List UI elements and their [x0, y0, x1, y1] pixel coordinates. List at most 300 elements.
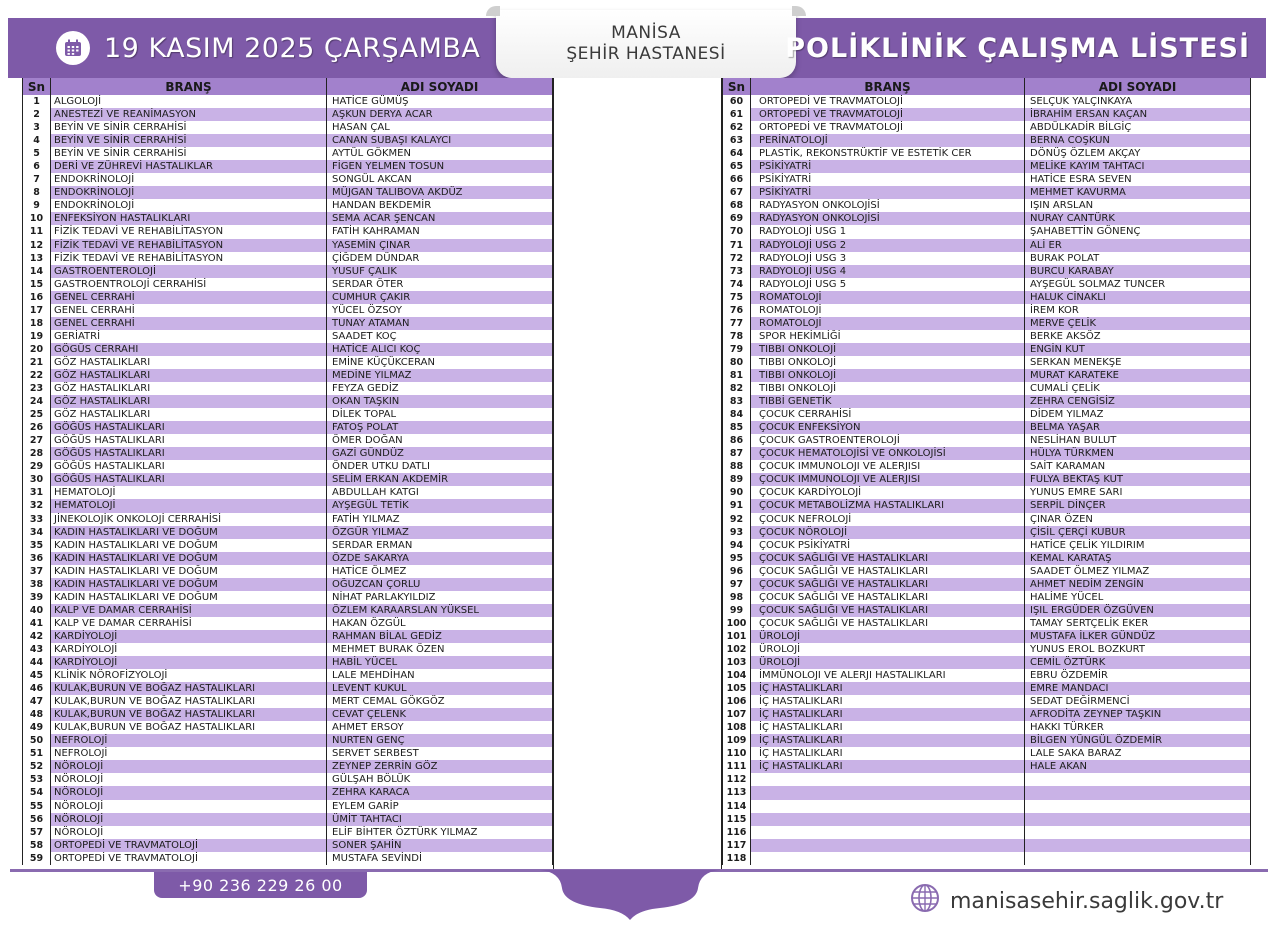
row-number: 75	[723, 291, 751, 304]
table-row	[23, 382, 552, 395]
row-number: 87	[723, 447, 751, 460]
website-url[interactable]: manisasehir.saglik.gov.tr	[950, 888, 1224, 914]
row-number: 26	[23, 421, 51, 434]
row-doctor-name: BERNA COŞKUN	[1025, 134, 1250, 147]
hospital-name-line2: ŞEHİR HASTANESİ	[566, 44, 726, 64]
row-department: ROMATOLOJİ	[751, 317, 1025, 330]
row-department: GÖĞÜS HASTALIKLARI	[51, 473, 327, 486]
row-doctor-name: YÜCEL ÖZSOY	[332, 304, 402, 316]
table-row	[723, 526, 1250, 539]
row-department: KULAK,BURUN VE BOĞAZ HASTALIKLARI	[51, 708, 327, 721]
row-department: ROMATOLOJİ	[751, 291, 1025, 304]
table-row	[723, 225, 1250, 238]
table-row	[23, 173, 552, 186]
table-row	[723, 199, 1250, 212]
table-row	[23, 513, 552, 526]
row-department: KADIN HASTALIKLARI VE DOĞUM	[51, 578, 327, 591]
row-number: 86	[723, 434, 751, 447]
table-row	[23, 369, 552, 382]
table-row	[723, 734, 1250, 747]
table-row	[23, 604, 552, 617]
row-number: 55	[23, 800, 51, 813]
row-number: 45	[23, 669, 51, 682]
row-doctor-name: HÜLYA TÜRKMEN	[1025, 447, 1250, 460]
calendar-icon	[56, 31, 90, 65]
row-number: 52	[23, 760, 51, 773]
table-row	[23, 565, 552, 578]
row-department: GÖĞÜS HASTALIKLARI	[51, 421, 327, 434]
row-number: 32	[23, 499, 51, 512]
row-number: 102	[723, 643, 751, 656]
row-department: ÇOCUK NÖROLOJİ	[751, 526, 1025, 539]
row-department: PERİNATOLOJİ	[751, 134, 1025, 147]
row-doctor-name: SELİM ERKAN AKDEMİR	[327, 473, 552, 486]
table-row	[723, 212, 1250, 225]
row-doctor-name: MEHMET BURAK ÖZEN	[332, 643, 445, 655]
table-row	[723, 434, 1250, 447]
table-row	[723, 747, 1250, 760]
table-row	[23, 708, 552, 721]
row-number: 4	[23, 134, 51, 147]
table-row	[723, 369, 1250, 382]
row-number: 28	[23, 447, 51, 460]
table-header	[723, 78, 1250, 95]
row-number: 101	[723, 630, 751, 643]
schedule-table-left	[22, 78, 553, 865]
row-doctor-name: HAKAN ÖZGÜL	[332, 617, 406, 629]
row-number: 38	[23, 578, 51, 591]
row-number: 112	[723, 773, 751, 786]
table-row	[23, 108, 552, 121]
row-department: BEYİN VE SİNİR CERRAHİSİ	[51, 134, 327, 147]
row-doctor-name: SERDAR ERMAN	[332, 539, 413, 551]
table-row	[23, 330, 552, 343]
row-doctor-name: HABİL YÜCEL	[327, 656, 552, 669]
website-link[interactable]	[910, 884, 1223, 918]
row-number: 83	[723, 395, 751, 408]
row-number: 96	[723, 565, 751, 578]
table-row	[723, 134, 1250, 147]
row-number: 64	[723, 147, 751, 160]
table-row	[723, 552, 1250, 565]
row-department: KADIN HASTALIKLARI VE DOĞUM	[51, 539, 327, 552]
row-department: NÖROLOJİ	[51, 760, 327, 773]
table-row	[723, 695, 1250, 708]
row-number: 13	[23, 252, 51, 265]
row-number: 89	[723, 473, 751, 486]
row-department: KADIN HASTALIKLARI VE DOĞUM	[51, 591, 327, 604]
column-header-brans: BRANŞ	[51, 78, 327, 95]
row-doctor-name: BİLGEN YÜNGÜL ÖZDEMİR	[1025, 734, 1250, 747]
row-doctor-name: ÇİĞDEM DÜNDAR	[332, 252, 420, 264]
row-doctor-name: MUSTAFA İLKER GÜNDÜZ	[1025, 630, 1250, 643]
row-number: 90	[723, 486, 751, 499]
row-doctor-name: FULYA BEKTAŞ KUT	[1025, 473, 1250, 486]
row-department: GÖGÜS CERRAHI	[51, 343, 327, 356]
row-doctor-name: DİLEK TOPAL	[332, 409, 397, 421]
row-department: HEMATOLOJİ	[51, 486, 327, 499]
row-department: NEFROLOJİ	[51, 734, 327, 747]
row-department	[751, 800, 1025, 813]
table-row	[723, 278, 1250, 291]
row-doctor-name: ÖMER DOĞAN	[332, 435, 403, 447]
row-doctor-name: LALE SAKA BARAZ	[1030, 748, 1122, 760]
row-doctor-name: ZEHRA CENGİSİZ	[1025, 395, 1250, 408]
row-number: 57	[23, 826, 51, 839]
row-department: KADIN HASTALIKLARI VE DOĞUM	[51, 565, 327, 578]
row-department: ÇOCUK NEFROLOJİ	[751, 513, 1025, 526]
row-number: 3	[23, 121, 51, 134]
row-department: ÜROLOJİ	[751, 643, 1025, 656]
row-doctor-name: ALİ ER	[1025, 239, 1250, 252]
row-department: RADYASYON ONKOLOJİSİ	[751, 212, 1025, 225]
row-department: RADYOLOJİ USG 3	[751, 252, 1025, 265]
row-department: KADIN HASTALIKLARI VE DOĞUM	[51, 526, 327, 539]
row-number: 104	[723, 669, 751, 682]
table-row	[23, 526, 552, 539]
row-doctor-name: TUNAY ATAMAN	[327, 317, 552, 330]
row-doctor-name: AYTÜL GÖKMEN	[332, 148, 411, 160]
row-doctor-name: FATİH KAHRAMAN	[332, 226, 420, 238]
row-doctor-name: LALE MEHDİHAN	[332, 670, 415, 682]
table-row	[723, 786, 1250, 799]
row-doctor-name	[1025, 773, 1250, 786]
row-number: 33	[23, 513, 51, 526]
row-department: İÇ HASTALIKLARI	[751, 734, 1025, 747]
row-doctor-name: EYLEM GARİP	[332, 800, 399, 812]
row-doctor-name: HANDAN BEKDEMİR	[332, 200, 432, 212]
table-body-right	[723, 95, 1250, 865]
row-doctor-name: SAİT KARAMAN	[1030, 461, 1106, 473]
row-department: ÇOCUK IMMUNOLOJI VE ALERJISI	[751, 473, 1025, 486]
row-doctor-name: AYŞEGÜL TETİK	[327, 499, 552, 512]
row-department: KARDİYOLOJİ	[51, 656, 327, 669]
row-doctor-name: EBRU ÖZDEMİR	[1030, 670, 1108, 682]
table-row	[723, 291, 1250, 304]
row-doctor-name: AHMET NEDİM ZENGİN	[1025, 578, 1250, 591]
row-number: 88	[723, 460, 751, 473]
table-row	[723, 591, 1250, 604]
table-row	[723, 186, 1250, 199]
row-doctor-name: YUSUF ÇALIK	[327, 265, 552, 278]
phone-number: +90 236 229 26 00	[154, 872, 367, 898]
table-row	[723, 813, 1250, 826]
table-row	[723, 839, 1250, 852]
table-row	[23, 460, 552, 473]
table-row	[723, 330, 1250, 343]
row-number: 79	[723, 343, 751, 356]
row-department: TIBBI ONKOLOJİ	[751, 382, 1025, 395]
row-doctor-name: YUNUS EMRE SARI	[1030, 487, 1123, 499]
row-department: RADYASYON ONKOLOJİSİ	[751, 199, 1025, 212]
table-row	[23, 669, 552, 682]
row-number: 109	[723, 734, 751, 747]
row-doctor-name: ÖZLEM KARAARSLAN YÜKSEL	[327, 604, 552, 617]
row-number: 116	[723, 826, 751, 839]
row-department	[751, 773, 1025, 786]
row-doctor-name: ŞAHABETTİN GÖNENÇ	[1030, 226, 1141, 238]
row-number: 47	[23, 695, 51, 708]
table-row	[723, 356, 1250, 369]
row-doctor-name: AŞKUN DERYA ACAR	[327, 108, 552, 121]
table-row	[23, 134, 552, 147]
table-row	[723, 95, 1250, 108]
row-doctor-name: GAZİ GÜNDÜZ	[327, 447, 552, 460]
row-number: 36	[23, 552, 51, 565]
row-number: 37	[23, 565, 51, 578]
row-department: NEFROLOJİ	[51, 747, 327, 760]
row-doctor-name: SERPİL DİNÇER	[1025, 499, 1250, 512]
table-row	[23, 317, 552, 330]
table-row	[23, 643, 552, 656]
row-department	[751, 839, 1025, 852]
row-doctor-name: HALİME YÜCEL	[1030, 591, 1104, 603]
table-row	[723, 160, 1250, 173]
table-row	[723, 447, 1250, 460]
row-doctor-name: AYŞEGÜL SOLMAZ TUNCER	[1030, 278, 1166, 290]
row-department: GÖZ HASTALIKLARI	[51, 382, 327, 395]
row-doctor-name: MURAT KARATEKE	[1025, 369, 1250, 382]
row-doctor-name: SAADET ÖLMEZ YILMAZ	[1030, 565, 1150, 577]
row-doctor-name: CEMİL ÖZTÜRK	[1025, 656, 1250, 669]
row-doctor-name: NİHAT PARLAKYILDIZ	[332, 591, 436, 603]
row-number: 53	[23, 773, 51, 786]
table-row	[723, 800, 1250, 813]
row-department: NÖROLOJİ	[51, 786, 327, 799]
row-department: ÇOCUK SAĞLIĞI VE HASTALIKLARI	[751, 565, 1025, 578]
row-doctor-name: HATİCE ÇELİK YILDIRIM	[1030, 539, 1145, 551]
row-department: ENFEKSİYON HASTALIKLARI	[51, 212, 327, 225]
column-header-sn: Sn	[23, 78, 51, 95]
table-row	[723, 682, 1250, 695]
row-department: ÇOCUK SAĞLIĞI VE HASTALIKLARI	[751, 604, 1025, 617]
row-department: GENEL CERRAHİ	[51, 304, 327, 317]
row-doctor-name: ÜMİT TAHTACI	[327, 813, 552, 826]
row-department: ALGOLOJİ	[51, 95, 327, 108]
row-department	[751, 813, 1025, 826]
row-department: ÇOCUK KARDİYOLOJİ	[751, 486, 1025, 499]
hospital-name-tab	[496, 10, 796, 78]
row-department: KARDİYOLOJİ	[51, 643, 327, 656]
row-department: GÖZ HASTALIKLARI	[51, 395, 327, 408]
row-department: RADYOLOJİ USG 2	[751, 239, 1025, 252]
row-department: GÖĞÜS HASTALIKLARI	[51, 460, 327, 473]
table-row	[723, 513, 1250, 526]
row-department: TIBBI ONKOLOJİ	[751, 356, 1025, 369]
table-row	[23, 356, 552, 369]
column-header-brans: BRANŞ	[751, 78, 1025, 95]
row-department	[751, 826, 1025, 839]
row-doctor-name: FEYZA GEDİZ	[332, 383, 399, 395]
row-number: 14	[23, 265, 51, 278]
row-department: İÇ HASTALIKLARI	[751, 682, 1025, 695]
row-number: 113	[723, 786, 751, 799]
table-row	[23, 747, 552, 760]
row-doctor-name: ENGİN KUT	[1025, 343, 1250, 356]
row-doctor-name: TAMAY SERTÇELİK EKER	[1030, 617, 1149, 629]
row-number: 10	[23, 212, 51, 225]
row-doctor-name: EMRE MANDACI	[1025, 682, 1250, 695]
row-doctor-name: HALUK CİNAKLI	[1025, 291, 1250, 304]
table-row	[723, 773, 1250, 786]
row-doctor-name: SERDAR ÖTER	[332, 278, 404, 290]
table-row	[23, 265, 552, 278]
row-number: 107	[723, 708, 751, 721]
column-header-name: ADI SOYADI	[1098, 79, 1177, 94]
row-department: İÇ HASTALIKLARI	[751, 760, 1025, 773]
table-row	[23, 773, 552, 786]
row-department: TIBBİ GENETİK	[751, 395, 1025, 408]
row-department: ORTOPEDİ VE TRAVMATOLOJİ	[51, 839, 327, 852]
table-header	[23, 78, 552, 95]
table-row	[23, 760, 552, 773]
table-row	[723, 760, 1250, 773]
row-number: 71	[723, 239, 751, 252]
row-number: 74	[723, 278, 751, 291]
row-doctor-name: ABDULLAH KATGI	[332, 487, 419, 499]
row-department: ÇOCUK SAĞLIĞI VE HASTALIKLARI	[751, 591, 1025, 604]
row-doctor-name: IŞIL ERGÜDER ÖZGÜVEN	[1025, 604, 1250, 617]
row-doctor-name: HATİCE ESRA SEVEN	[1030, 174, 1132, 186]
row-doctor-name: NURTEN GENÇ	[327, 734, 552, 747]
row-department: ORTOPEDİ VE TRAVMATOLOJİ	[51, 852, 327, 865]
table-row	[723, 630, 1250, 643]
globe-icon	[910, 883, 940, 919]
row-number: 110	[723, 747, 751, 760]
row-department: PLASTİK, REKONSTRÜKTİF VE ESTETİK CER	[751, 147, 1025, 160]
row-department: NÖROLOJİ	[51, 826, 327, 839]
row-number: 97	[723, 578, 751, 591]
row-number: 56	[23, 813, 51, 826]
row-number: 91	[723, 499, 751, 512]
row-doctor-name	[1025, 839, 1250, 852]
row-number: 5	[23, 147, 51, 160]
row-doctor-name: CEVAT ÇELENK	[327, 708, 552, 721]
row-number: 70	[723, 225, 751, 238]
table-row	[723, 121, 1250, 134]
row-number: 44	[23, 656, 51, 669]
row-department: ÇOCUK SAĞLIĞI VE HASTALIKLARI	[751, 552, 1025, 565]
row-department: GASTROENTROLOJİ CERRAHİSİ	[51, 278, 327, 291]
row-doctor-name: ÖZGÜR YILMAZ	[327, 526, 552, 539]
row-department: ÇOCUK ENFEKSİYON	[751, 421, 1025, 434]
row-doctor-name: MERVE ÇELİK	[1025, 317, 1250, 330]
row-number: 82	[723, 382, 751, 395]
row-number: 85	[723, 421, 751, 434]
row-department: ENDOKRİNOLOJİ	[51, 186, 327, 199]
row-number: 62	[723, 121, 751, 134]
hospital-name-line1: MANİSA	[611, 23, 681, 43]
footer-ornament	[540, 870, 720, 920]
row-number: 19	[23, 330, 51, 343]
row-doctor-name: YUNUS EROL BOZKURT	[1030, 643, 1145, 655]
row-department: NÖROLOJİ	[51, 813, 327, 826]
table-row	[723, 460, 1250, 473]
row-department: RADYOLOJİ USG 5	[751, 278, 1025, 291]
row-department: ENDOKRİNOLOJİ	[51, 199, 327, 212]
row-doctor-name: GÜLŞAH BÖLÜK	[332, 774, 411, 786]
row-department: HEMATOLOJİ	[51, 499, 327, 512]
row-number: 2	[23, 108, 51, 121]
row-doctor-name: KEMAL KARATAŞ	[1025, 552, 1250, 565]
row-department: KULAK,BURUN VE BOĞAZ HASTALIKLARI	[51, 721, 327, 734]
row-number: 29	[23, 460, 51, 473]
row-doctor-name: ELİF BİHTER ÖZTÜRK YILMAZ	[332, 826, 478, 838]
table-row	[23, 695, 552, 708]
row-doctor-name: DİDEM YILMAZ	[1030, 409, 1104, 421]
row-department: TIBBI ONKOLOJİ	[751, 369, 1025, 382]
table-row	[723, 408, 1250, 421]
row-doctor-name: İBRAHİM ERSAN KAÇAN	[1025, 108, 1250, 121]
row-department: GÖĞÜS HASTALIKLARI	[51, 434, 327, 447]
row-number: 25	[23, 408, 51, 421]
row-number: 66	[723, 173, 751, 186]
row-department: ÇOCUK HEMATOLOJİSİ VE ONKOLOJİSİ	[751, 447, 1025, 460]
center-divider-column	[553, 78, 722, 870]
row-department: KULAK,BURUN VE BOĞAZ HASTALIKLARI	[51, 695, 327, 708]
table-row	[23, 160, 552, 173]
row-number: 68	[723, 199, 751, 212]
table-row	[23, 408, 552, 421]
row-department: GÖZ HASTALIKLARI	[51, 408, 327, 421]
row-doctor-name	[1025, 826, 1250, 839]
row-doctor-name: IŞIN ARSLAN	[1030, 200, 1094, 212]
table-row	[723, 147, 1250, 160]
row-doctor-name: SONER ŞAHİN	[327, 839, 552, 852]
table-row	[23, 578, 552, 591]
table-row	[23, 212, 552, 225]
table-row	[723, 565, 1250, 578]
table-row	[23, 734, 552, 747]
table-row	[723, 317, 1250, 330]
row-number: 51	[23, 747, 51, 760]
table-row	[723, 265, 1250, 278]
table-row	[23, 499, 552, 512]
table-row	[23, 147, 552, 160]
row-department: ÇOCUK CERRAHİSİ	[751, 408, 1025, 421]
row-department: ÇOCUK GASTROENTEROLOJİ	[751, 434, 1025, 447]
row-doctor-name: HASAN ÇAL	[332, 122, 390, 134]
row-number: 63	[723, 134, 751, 147]
table-row	[23, 95, 552, 108]
table-row	[723, 656, 1250, 669]
row-number: 35	[23, 539, 51, 552]
row-number: 95	[723, 552, 751, 565]
row-department: SPOR HEKİMLİĞİ	[751, 330, 1025, 343]
row-number: 17	[23, 304, 51, 317]
row-department: GÖZ HASTALIKLARI	[51, 356, 327, 369]
table-row	[23, 813, 552, 826]
row-department: BEYİN VE SİNİR CERRAHİSİ	[51, 147, 327, 160]
row-doctor-name: OĞUZCAN ÇORLU	[327, 578, 552, 591]
row-doctor-name: AFRODİTA ZEYNEP TAŞKIN	[1025, 708, 1250, 721]
row-number: 69	[723, 212, 751, 225]
table-row	[723, 708, 1250, 721]
row-number: 100	[723, 617, 751, 630]
table-row	[723, 252, 1250, 265]
row-department: GASTROENTEROLOJİ	[51, 265, 327, 278]
table-row	[723, 395, 1250, 408]
table-row	[723, 343, 1250, 356]
row-department: KLİNİK NÖROFİZYOLOJİ	[51, 669, 327, 682]
table-row	[23, 552, 552, 565]
row-doctor-name: HAKKI TÜRKER	[1030, 722, 1104, 734]
row-number: 60	[723, 95, 751, 108]
row-number: 99	[723, 604, 751, 617]
row-number: 48	[23, 708, 51, 721]
row-doctor-name: MÜJGAN TALIBOVA AKDÜZ	[327, 186, 552, 199]
row-department: GÖĞÜS HASTALIKLARI	[51, 447, 327, 460]
